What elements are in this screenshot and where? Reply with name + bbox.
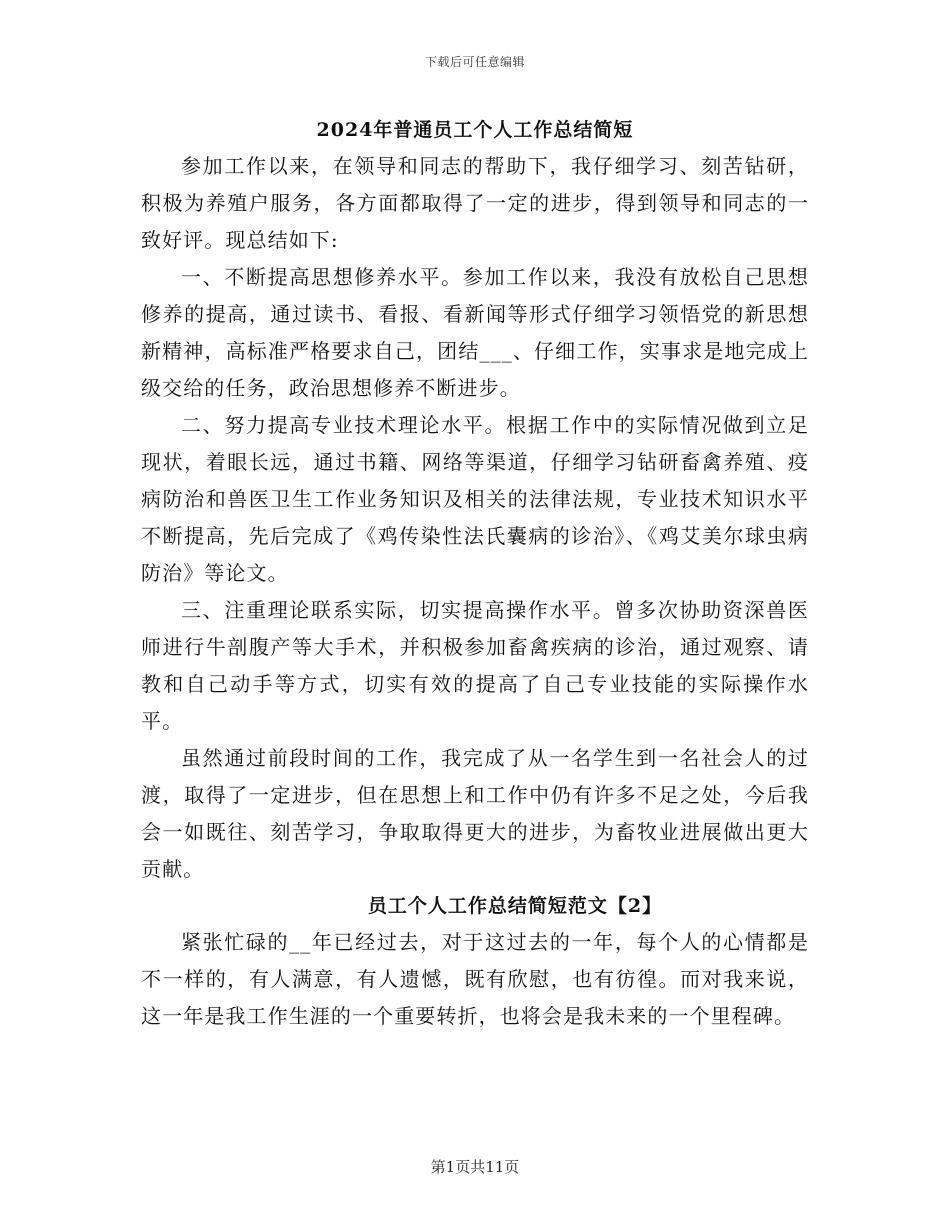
document-body bbox=[141, 112, 809, 1035]
paragraph-conclusion: 虽然通过前段时间的工作，我完成了从一名学生到一名社会人的过渡，取得了一定进步，但在思想上和工作中仍有许多不足之处，今后我会一如既往、刻苦学习，争取取得更大的进步，为畜牧业进展做出更大贡献。 bbox=[141, 746, 809, 881]
paragraph-intro: 参加工作以来，在领导和同志的帮助下，我仔细学习、刻苦钻研，积极为养殖户服务，各方面都取得了一定的进步，得到领导和同志的一致好评。现总结如下: bbox=[141, 154, 809, 252]
document-title: 2024年普通员工个人工作总结简短 bbox=[316, 119, 634, 141]
page-number: 第1页共11页 bbox=[430, 1158, 520, 1176]
paragraph-section-3: 三、注重理论联系实际，切实提高操作水平。曾多次协助资深兽医师进行牛剖腹产等大手术，并积极参加畜禽疾病的诊治，通过观察、请教和自己动手等方式，切实有效的提高了自己专业技能的实际操作水平。 bbox=[141, 598, 809, 733]
section-2-title: 员工个人工作总结简短范文【2】 bbox=[367, 895, 663, 917]
page-header-note: 下载后可任意编辑 bbox=[424, 55, 525, 69]
paragraph-section-2: 二、努力提高专业技术理论水平。根据工作中的实际情况做到立足现状，着眼长远，通过书籍、网络等渠道，仔细学习钻研畜禽养殖、疫病防治和兽医卫生工作业务知识及相关的法律法规，专业技术知识水平不断提高，先后完成了《鸡传染性法氏囊病的诊治》、《鸡艾美尔球虫病防治》等论文。 bbox=[141, 413, 809, 585]
paragraph-section-1: 一、不断提高思想修养水平。参加工作以来，我没有放松自己思想修养的提高，通过读书、看报、看新闻等形式仔细学习领悟党的新思想新精神，高标准严格要求自己，团结___、仔细工作，实事求是地完成上级交给的任务，政治思想修养不断进步。 bbox=[141, 265, 809, 400]
paragraph-section2-intro: 紧张忙碌的__年已经过去，对于这过去的一年，每个人的心情都是不一样的，有人满意，有人遗憾，既有欣慰，也有彷徨。而对我来说，这一年是我工作生涯的一个重要转折，也将会是我未来的一个里程碑。 bbox=[141, 930, 809, 1028]
